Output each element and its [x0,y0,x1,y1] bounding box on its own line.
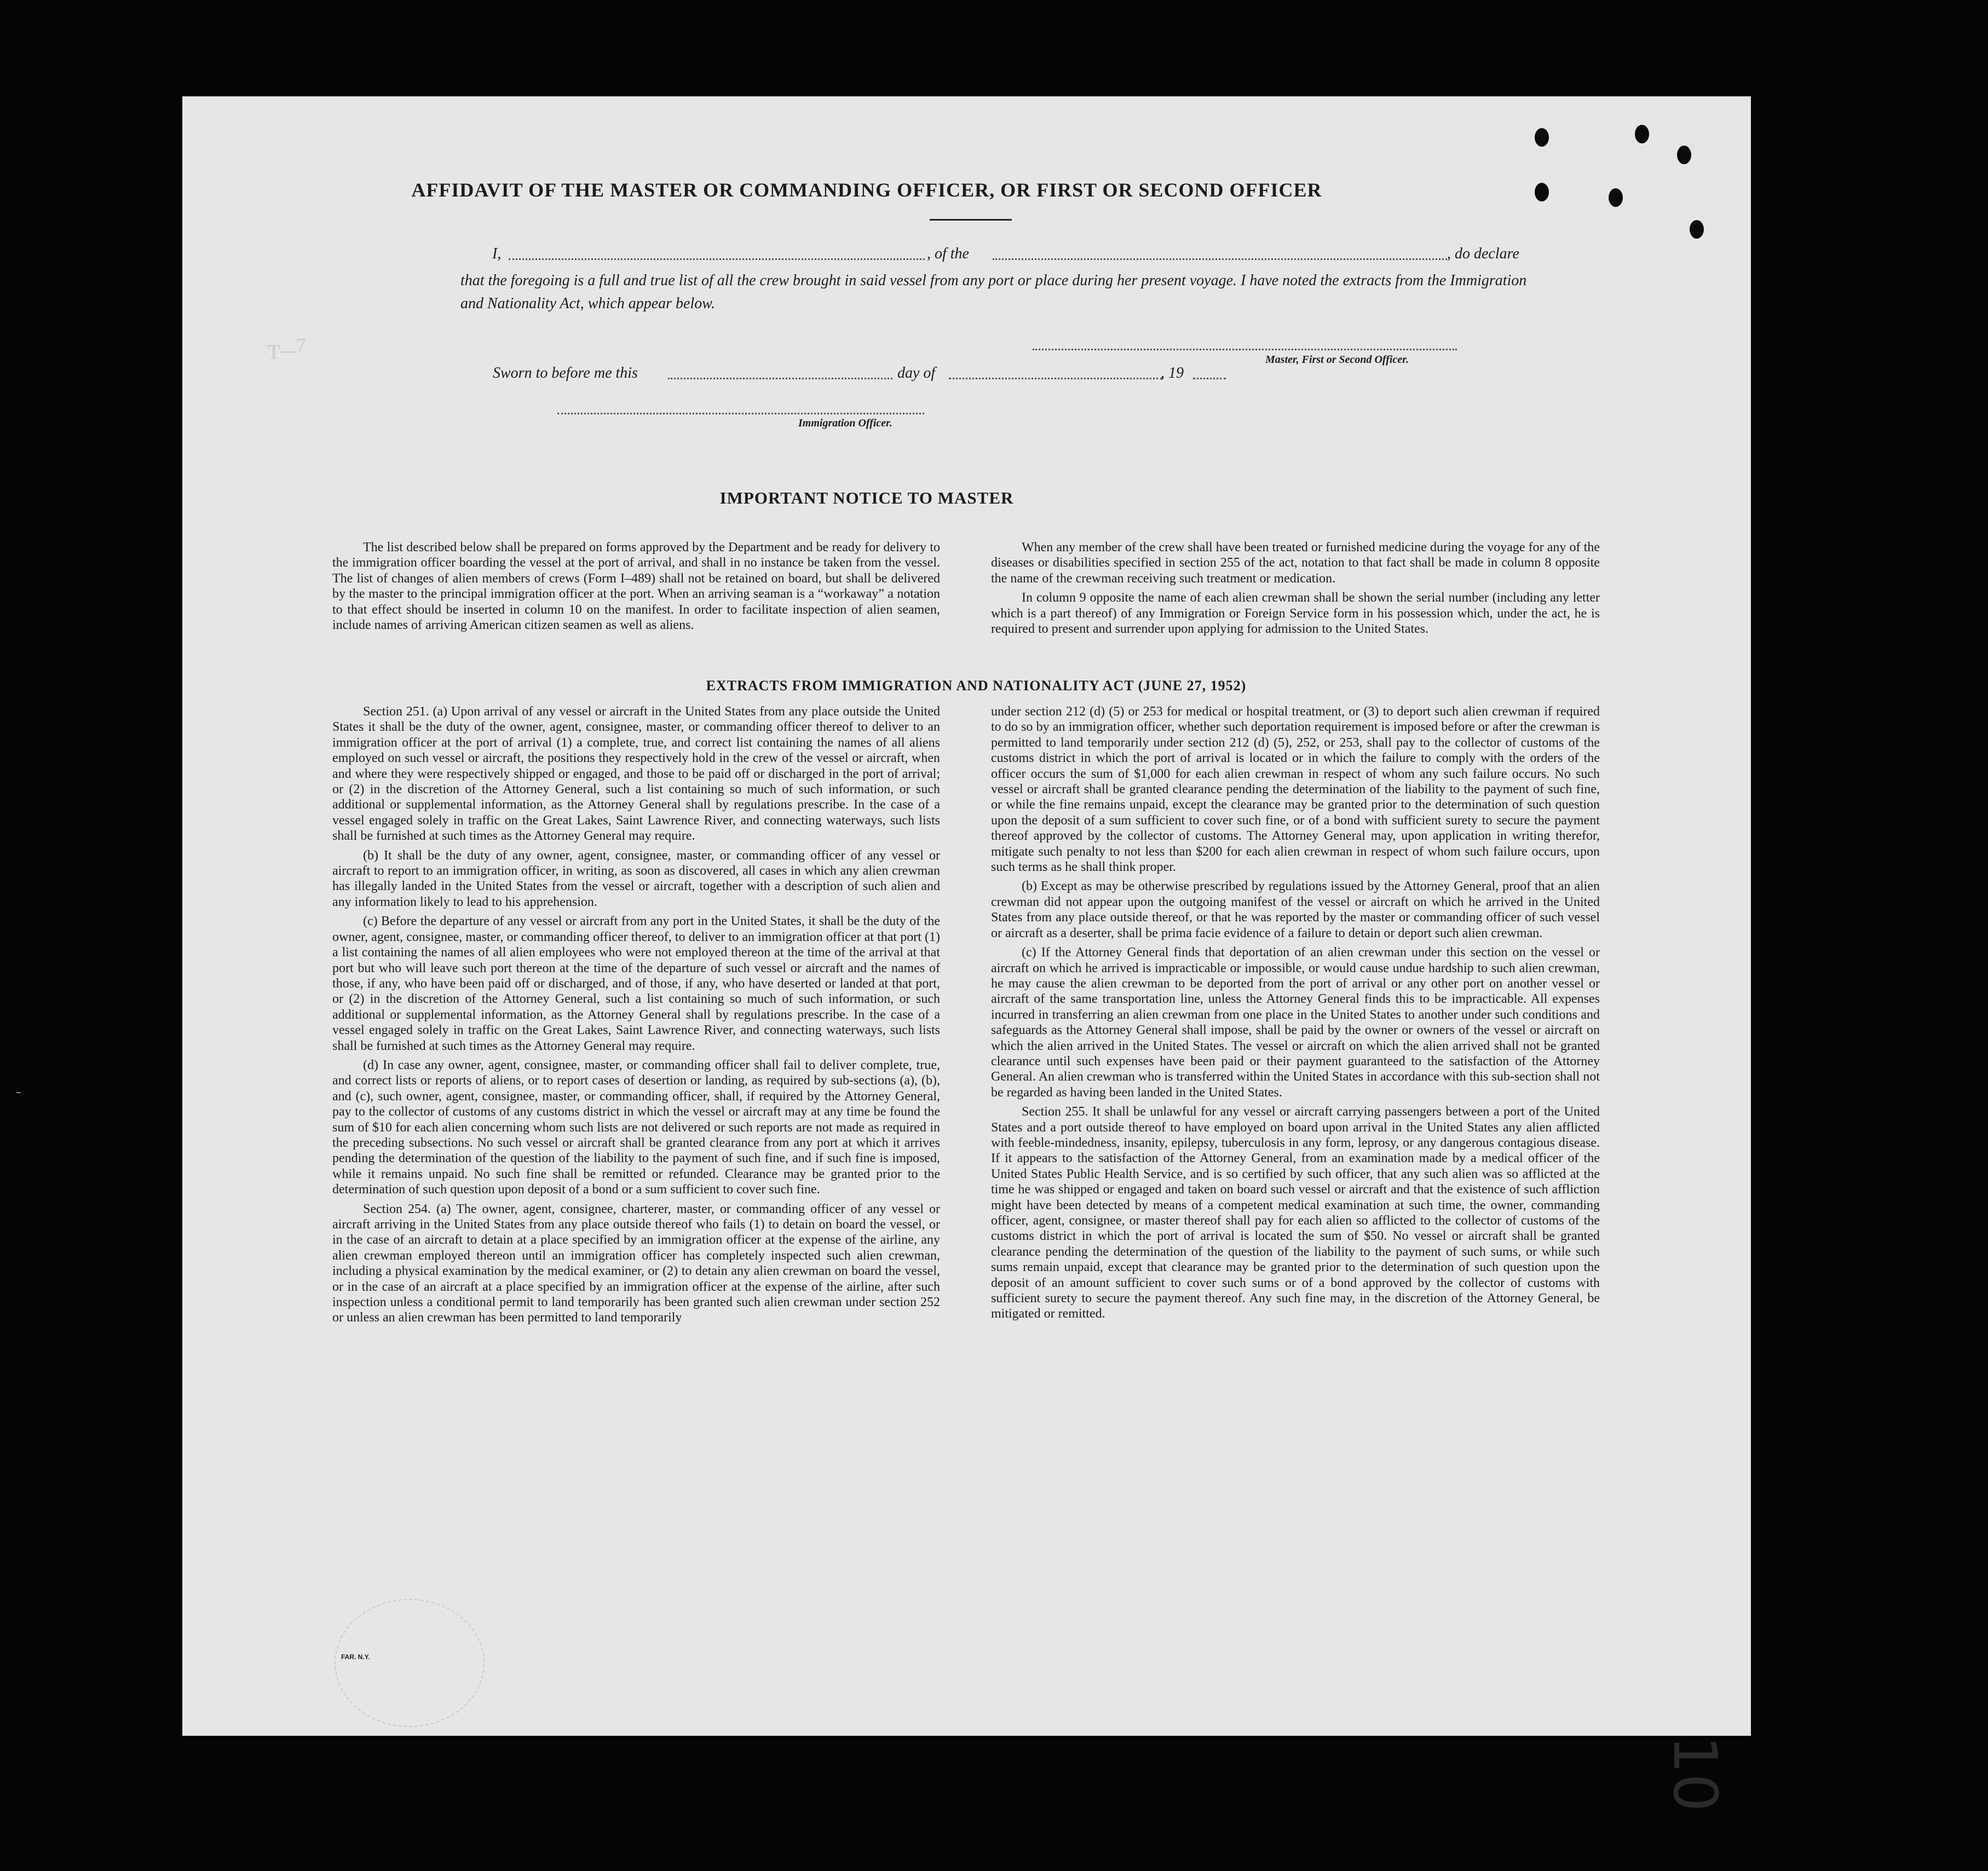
extract-paragraph: (c) If the Attorney General finds that deportation of an alien crewman under this section on the vessel or aircraft on which he arrived is impracticable or impossible, or would cause undue hardship to such alien crewman, he may cause the alien crewman to be deported from the port of arrival or any other port on another vessel or aircraft of the same transportation line, unless the Attorney General finds this to be impracticable. All expenses incurred in transferring an alien crewman from one place in the United States to another under such conditions and safeguards as the Attorney General shall impose, shall be paid by the owner or owners of the vessel or aircraft on which the alien arrived in the United States. The vessel or aircraft on which the alien arrived shall not be granted clearance until such expenses have been paid or their payment guaranteed to the satisfaction of the Attorney General. An alien crewman who is transferred within the United States in accordance with this sub-section shall not be regarded as having been landed in the United States. [991,945,1600,1100]
do-declare-label: , do declare [1447,245,1519,262]
notice-paragraph: The list described below shall be prepared on forms approved by the Department and be ready for delivery to the immigration officer boarding the vessel at the port of arrival, and shall in no instance be taken from the vessel. The list of changes of alien members of crews (Form I–489) shall not be retained on board, but shall be delivered by the master to the principal immigration officer at the port. When an arriving seaman is a “workaway” a notation to that effect should be inserted in column 10 on the manifest. In order to facilitate inspection of alien seamen, include names of arriving American citizen seamen as well as aliens. [332,540,940,633]
vessel-field[interactable] [993,258,1447,260]
officer-signature-field[interactable] [557,413,924,414]
edge-mark [16,1092,21,1093]
sworn-year-field[interactable] [1193,378,1226,379]
notice-right-column [991,540,1600,640]
extract-paragraph: under section 212 (d) (5) or 253 for medical or hospital treatment, or (3) to deport such alien crewman if required to do so by an immigration officer, whether such deportation requirement is imposed before or after the crewman is permitted to land temporarily under section 212 (d) (5), 252, or 253, shall pay to the collector of customs of the customs district in which the port of arrival is located or in which the failure to comply with the orders of the officer occurs the sum of $1,000 for each alien crewman in respect of whom any such failure occurs. No such vessel or aircraft shall be granted clearance pending the determination of the liability to the payment of such fine, or while the fine remains unpaid, except the clearance may be granted prior to the determination of such question upon the deposit of a sum sufficient to cover such fine, or of a bond with sufficient surety to secure the payment thereof approved by the collector of customs. The Attorney General may, upon application in writing therefor, mitigate such penalty to not less than $200 for each alien crewman in respect of whom such failure occurs, upon such terms as he shall think proper. [991,704,1600,875]
extract-paragraph: (d) In case any owner, agent, consignee, master, or commanding officer shall fail to deliver complete, true, and correct lists or reports of aliens, or to report cases of desertion or landing, as required by sub-sections (a), (b), and (c), such owner, agent, consignee, master, or commanding officer, shall, if required by the Attorney General, pay to the collector of customs of any customs district in which the vessel or aircraft may at any time be found the sum of $10 for each alien concerning whom such lists are not delivered or such reports are not made as required in the preceding subsections. No such vessel or aircraft shall be granted clearance from any port at which it arrives pending the determination of the question of the liability to the payment of such fine, and if such fine is imposed, while it remains unpaid. No such fine shall be remitted or refunded. Clearance may be granted prior to the determination of such question upon deposit of a bond or a sum sufficient to cover such fine. [332,1058,940,1197]
extract-paragraph: (b) It shall be the duty of any owner, agent, consignee, master, or commanding officer of any vessel or aircraft to report to an immigration officer, in writing, as soon as discovered, all cases in which any alien crewman has illegally landed in the United States from the vessel or aircraft, together with a description of such alien and any information likely to lead to his apprehension. [332,848,940,909]
officer-signature-caption: Immigration Officer. [798,417,892,429]
master-signature-caption: Master, First or Second Officer. [1265,354,1409,366]
extracts-title: EXTRACTS FROM IMMIGRATION AND NATIONALITY ACT (JUNE 27, 1952) [706,678,1247,694]
extract-paragraph: Section 255. It shall be unlawful for any vessel or aircraft carrying passengers between a port of the United States and a port outside thereof to have employed on board upon arrival in the United States any alien afflicted with feeble-mindedness, insanity, epilepsy, tuberculosis in any form, leprosy, or any dangerous contagious disease. If it appears to the satisfaction of the Attorney General, from an examination made by a medical officer of the United States Public Health Service, and is so certified by such officer, that any such alien was so afflicted at the time he was shipped or engaged and taken on board such vessel or aircraft and that the existence of such affliction might have been detected by means of a competent medical examination at such time, the owner, commanding officer, agent, consignee, or master thereof shall pay for each alien so afflicted to the collector of customs of the customs district in which the port of arrival is located the sum of $50. No vessel or aircraft shall be granted clearance pending the determination of the question of the liability to the payment of such sums, or while such sums remain unpaid, except that clearance may be granted prior to the determination of such question upon the deposit of an amount sufficient to cover such sums or of a bond approved by the collector of customs with sufficient surety to secure the payment thereof. Any such fine may, in the discretion of the Attorney General, be mitigated or remitted. [991,1105,1600,1321]
affidavit-title: AFFIDAVIT OF THE MASTER OR COMMANDING OFFICER, OR FIRST OR SECOND OFFICER [411,179,1322,201]
punch-hole [1635,125,1649,143]
i-label: I, [492,245,502,262]
notice-paragraph: In column 9 opposite the name of each alien crewman shall be shown the serial number (including any letter which is a part thereof) of any Immigration or Foreign Service form in his possession which, under the act, he is required to present and surrender upon applying for admission to the United States. [991,591,1600,637]
extract-paragraph: Section 254. (a) The owner, agent, consignee, charterer, master, or commanding officer of any vessel or aircraft arriving in the United States from any place outside thereof who fails (1) to detain on board the vessel, or in the case of an aircraft to detain at a place specified by an immigration officer at the expense of the airline, any alien crewman employed thereon until an immigration officer has completely inspected such alien crewman, including a physical examination by the medical examiner, or (2) to detain any alien crewman on board the vessel, or in the case of an aircraft at a place specified by an immigration officer at the expense of the airline, after such inspection unless a conditional permit to land temporarily has been granted such alien crewman under section 252 or unless an alien crewman has been permitted to land temporarily [332,1202,940,1325]
punch-hole [1609,188,1623,207]
notice-left-column [332,540,940,637]
punch-hole [1535,128,1549,147]
punch-hole [1677,146,1691,164]
extracts-left-column [332,704,940,1330]
notice-title: IMPORTANT NOTICE TO MASTER [719,488,1014,507]
name-field[interactable] [509,258,925,260]
punch-hole [1690,220,1704,239]
sworn-day-field[interactable] [668,378,892,379]
faint-seal-stamp [335,1599,485,1727]
document-page [182,96,1751,1812]
notice-paragraph: When any member of the crew shall have been treated or furnished medicine during the voyage for any of the diseases or disabilities specified in section 255 of the act, notation to that fact shall be made in column 8 opposite the name of the crewman receiving such treatment or medication. [991,540,1600,586]
master-signature-field[interactable] [1033,349,1457,350]
printer-mark: FAR. N.Y. [341,1653,370,1661]
sworn-label: Sworn to before me this [493,365,638,382]
declaration-text: that the foregoing is a full and true list of all the crew brought in said vessel from any port or place during her present voyage. I have noted the extracts from the Immigration and Nationality Act, which appear below. [460,272,1527,312]
pencil-page-number: 10 [1659,1735,1730,1812]
year-label: , 19 [1161,365,1184,382]
extracts-right-column [991,704,1600,1326]
faint-mark: ᴛ‒⁷ [267,332,307,366]
punch-hole [1535,183,1549,201]
extract-paragraph: Section 251. (a) Upon arrival of any vessel or aircraft in the United States from any place outside the United States it shall be the duty of the owner, agent, consignee, master, or commanding officer thereof to deliver to an immigration officer at the port of arrival (1) a complete, true, and correct list containing the names of all aliens employed on such vessel or aircraft, the positions they respectively hold in the crew of the vessel or aircraft, when and where they were respectively shipped or engaged, and those to be paid off or discharged in the port of arrival; or (2) in the discretion of the Attorney General, such a list containing so much of such information, or such additional or supplemental information, as the Attorney General shall by regulations prescribe. In the case of a vessel engaged solely in traffic on the Great Lakes, Saint Lawrence River, and connecting waterways, such lists shall be furnished at such times as the Attorney General may require. [332,704,940,844]
of-the-label: , of the [927,245,969,262]
extract-paragraph: (b) Except as may be otherwise prescribed by regulations issued by the Attorney General, proof that an alien crewman did not appear upon the outgoing manifest of the vessel or aircraft on which he arrived in the United States from any place outside thereof, or that he was reported by the master or commanding officer of such vessel or aircraft as a deserter, shall be prima facie evidence of a failure to detain or deport such alien crewman. [991,879,1600,940]
sworn-month-field[interactable] [949,378,1162,379]
day-of-label: day of [897,365,936,382]
title-divider [930,219,1012,221]
extract-paragraph: (c) Before the departure of any vessel or aircraft from any port in the United States, it shall be the duty of the owner, agent, consignee, master, or commanding officer thereof, to deliver to an immigration officer at that port (1) a list containing the names of all alien employees who were not employed thereon at the time of the arrival at that port but who will leave such port thereon at the time of the departure of such vessel or aircraft and the names of those, if any, who have been paid off or discharged, and of those, if any, who have deserted or landed at that port, or (2) in the discretion of the Attorney General, such a list containing so much of such information, or such additional or supplemental information, as the Attorney General shall by regulations prescribe. In the case of a vessel engaged solely in traffic on the Great Lakes, Saint Lawrence River, and connecting waterways, such lists shall be furnished at such times as the Attorney General may require. [332,914,940,1053]
